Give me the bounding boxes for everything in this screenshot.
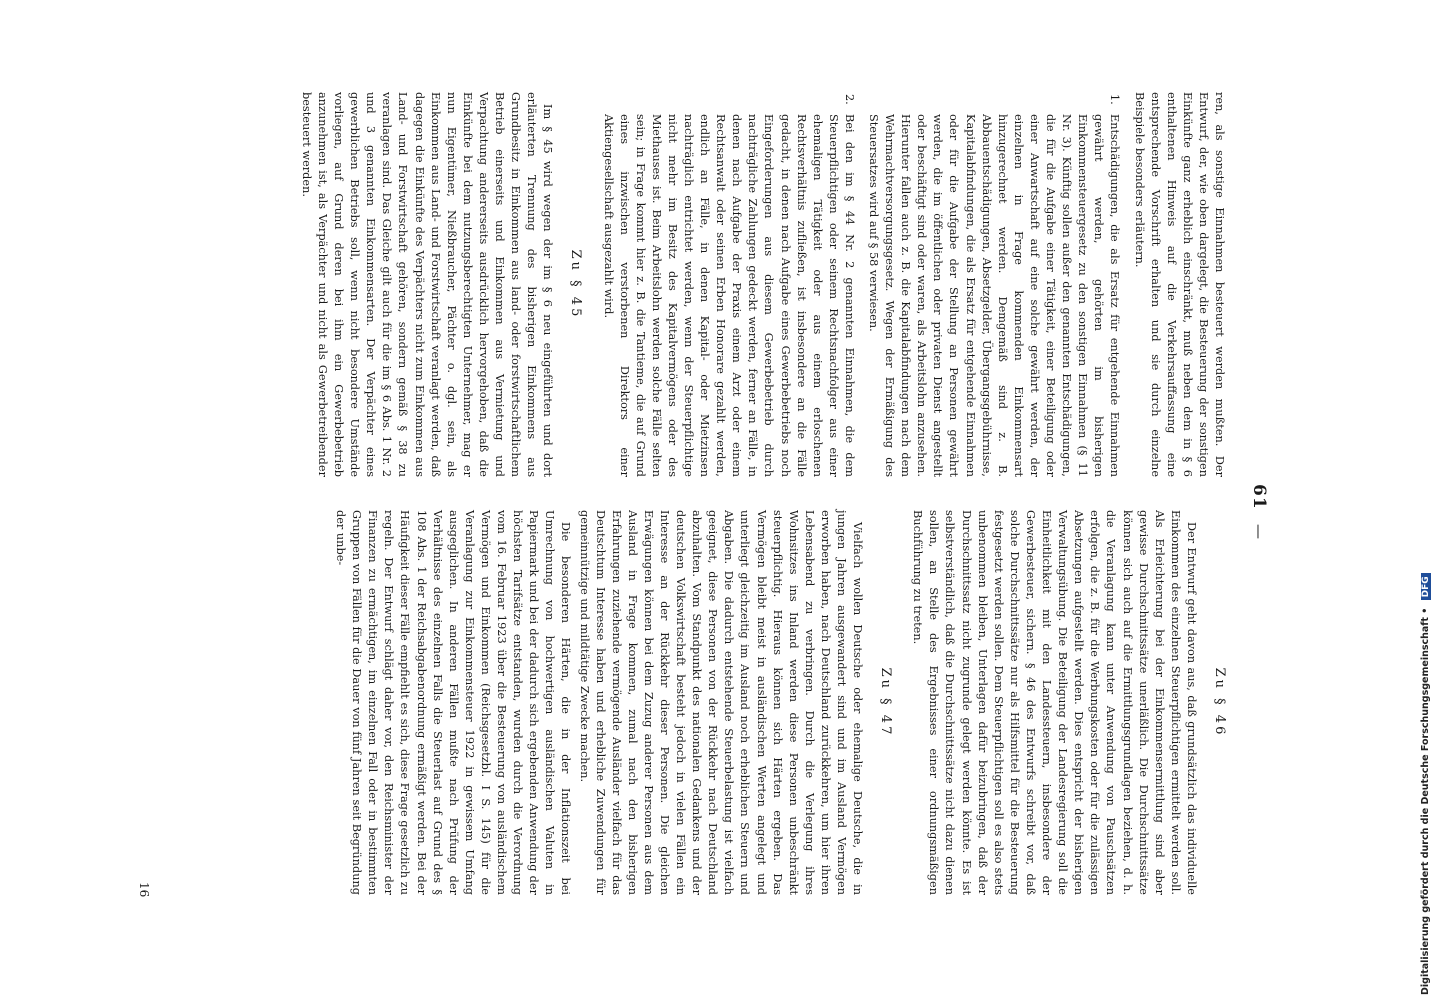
section-heading-47: Zu § 47 [878, 667, 894, 738]
list-item-text: Bei den im § 44 Nr. 2 genannten Einnahmen, die dem Steuerpflichtigen oder seinem Rechtsnachfolger aus einer ehemaligen Tätigkeit oder aus einem erloschenen Rechtsverhältnis zufließen, ist insbesondere an die Fälle gedacht, in denen nach Aufgabe eines Gewerbebetriebs noch Eingeforderungen aus diesem Gewerbebetrieb durch nachträgliche Zahlungen gedeckt werden, ferner an Fälle, in denen nach Aufgabe der Praxis einem Arzt oder einem Rechtsanwalt oder seinen Erben Honorare gezahlt werden, endlich an Fälle, in denen Kapital- oder Mietzinsen nachträglich entrichtet werden, wenn der Steuerpflichtige nicht mehr im Besitz des Kapitalvermögens oder des Miethauses ist. Beim Arbeitslohn werden solche Fälle selten sein; in Frage kommt hier z. B. die Tantieme, die auf Grund eines inzwischen verstorbenen Direktors einer Aktiengesellschaft ausgezahlt wird. [601, 114, 856, 477]
section-paragraph: Im § 45 wird wegen der im § 6 neu eingeführten und dort erläuterten Trennung des bisherigen Einkommens aus Grundbesitz in Einkommen aus land- oder forstwirtschaftlichem Betrieb einerseits und Einkommen aus Vermietung und Verpachtung andererseits ausdrücklich hervorgehoben, daß die Einkünfte bei dem nutzungsberechtigten Unternehmer, mag er nun Eigentümer, Nießbraucher, Pächter o. dgl. sein, als Einkommen aus Land- und Forstwirtschaft veranlagt werden, daß dagegen die Einkünfte des Verpächters nicht zum Einkommen aus Land- und Forstwirtschaft gehören, sondern gemäß § 38 zu veranlagen sind. Das Gleiche gilt auch für die im § 6 Abs. 1 Nr. 2 und 3 genannten Einkommensarten. Der Verpächter eines gewerblichen Betriebs soll, wenn nicht besondere Umstände vorliegen, auf Grund deren bei ihm ein Gewerbebetrieb anzunehmen ist, als Verpächter und nicht als Gewerbetreibender besteuert werden. [299, 92, 555, 477]
page-number: 61 [1249, 484, 1269, 510]
section-paragraph: Der Entwurf geht davon aus, daß grundsätzlich das individuelle Einkommen des einzelnen Steuerpflichtigen ermittelt werden soll. Als Erleichterung bei der Einkommensermittlung sind aber gewisse Durchschnittssätze unerläßlich. Die Durchschnittssätze können sich auch auf die Ermittlungsgrundlagen beziehen, d. h. die Veranlagung kann unter Anwendung von Pauschsätzen erfolgen, die z. B. für die Werbungskosten oder für die zulässigen Absetzungen aufgestellt werden. Dies entspricht der bisherigen Verwaltungsübung. Die Beteiligung der Landesregierung soll die Einheitlichkeit mit den Landessteuern, insbesondere der Gewerbesteuer, sichern. § 46 des Entwurfs schreibt vor, daß solche Durchschnittssätze nur als Hilfsmittel für die Besteuerung festgesetzt werden sollen. Dem Steuerpflichtigen soll es also stets unbenommen bleiben, Unterlagen dafür beizubringen, daß der Durchschnittssatz nicht zugrunde gelegt werden könnte. Es ist selbstverständlich, daß die Durchschnittssätze nicht dazu dienen sollen, an Stelle des Ergebnisses einer ordnungsmäßigen Buchführung zu treten. [911, 510, 1198, 895]
scanned-page [65, 92, 1267, 902]
header-dash: — [1250, 524, 1268, 539]
list-item-2 [599, 92, 857, 477]
right-column [330, 510, 1227, 895]
footer-page-number: 16 [137, 882, 151, 898]
list-item-text: Entschädigungen, die als Ersatz für entgehende Einnahmen gewährt werden, gehörten im bisherigen Einkommensteuergesetz zu den sonstigen Einnahmen (§ 11 Nr. 3). Künftig sollen außer den genannten Entschädigungen, die für die Aufgabe einer Tätigkeit, einer Beteiligung oder einer Anwartschaft auf eine solche gewährt werden, der einzelnen in Frage kommenden Einkommensart hinzugerechnet werden. Demgemäß sind z. B. Abbauentschädigungen, Absetzgelder, Übergangsgebührnisse, Kapitalabfindungen, die als Ersatz für entgehende Einnahmen oder für die Aufgabe der Stellung an Personen gewährt werden, die im öffentlichen oder privaten Dienst angestellt oder beschäftigt sind oder waren, als Arbeitslohn anzusehen. Hierunter fallen auch z. B. die Kapitalabfindungen nach dem Wehrmachtversorgungsgesetz. Wegen der Ermäßigung des Steuersatzes wird auf § 58 verwiesen. [867, 114, 1122, 477]
section-heading-46: Zu § 46 [1212, 667, 1227, 738]
left-column [296, 92, 1227, 477]
continuation-paragraph: ren, als sonstige Einnahmen besteuert werden mußten. Der Entwurf, der, wie oben dargelegt, die Besteuerung der sonstigen Einkünfte ganz erheblich einschränkt, muß neben dem in § 6 enthaltenen Hinweis auf die Verkehrsauffassung eine entsprechende Vorschrift erhalten und sie durch einzelne Beispiele besonders erläutern. [1132, 92, 1226, 477]
list-item-1 [865, 92, 1123, 477]
list-number: 2. [842, 94, 856, 105]
credit-text: Digitalisierung gefördert durch die Deutsche Forschungsgemeinschaft • [1420, 607, 1431, 995]
section-paragraph: Die besonderen Härten, die in der Inflationszeit bei Umrechnung von hochwertigen ausländischen Valuten in Papiermark und bei der dadurch sich ergebenden Anwendung der höchsten Tarifsätze entstanden, wurden durch die Verordnung vom 16. Februar 1923 über die Besteuerung von ausländischem Vermögen und Einkommen (Reichsgesetzbl. I S. 145) für die Veranlagung zur Einkommensteuer 1922 in gewissem Umfang ausgeglichen. In anderen Fällen mußte nach Prüfung der Verhältnisse des einzelnen Falls die Steuerlast auf Grund des § 108 Abs. 1 der Reichsabgabenordnung ermäßigt werden. Bei der Häufigkeit dieser Fälle empfiehlt es sich, diese Frage gesetzlich zu regeln. Der Entwurf schlägt daher vor, den Reichsminister der Finanzen zu ermächtigen, im einzelnen Fall oder in bestimmten Gruppen von Fällen für die Dauer von fünf Jahren seit Begründung der unbe- [334, 510, 573, 895]
section-heading-45: Zu § 45 [568, 249, 584, 320]
list-number: 1. [1108, 94, 1122, 105]
digitization-credit [1420, 573, 1431, 995]
section-paragraph: Vielfach wollen Deutsche oder ehemalige Deutsche, die in jungen Jahren ausgewandert sind und im Ausland Vermögen erworben haben, nach Deutschland zurückkehren, um hier ihren Lebensabend zu verbringen. Durch die Verlegung ihres Wohnsitzes ins Inland werden diese Personen unbeschränkt steuerpflichtig. Hieraus können sich Härten ergeben. Das Vermögen bleibt meist in ausländischen Werten angelegt und unterliegt gleichzeitig im Ausland noch erheblichen Steuern und Abgaben. Die dadurch entstehende Steuerbelastung ist vielfach geeignet, diese Personen von der Rückkehr nach Deutschland abzuhalten. Vom Standpunkt des nationalen Gedankens und der deutschen Volkswirtschaft besteht jedoch in vielen Fällen ein Interesse an der Rückkehr dieser Personen. Die gleichen Erwägungen können bei dem Zuzug anderer Personen aus dem Ausland in Frage kommen, zumal nach den bisherigen Erfahrungen zuziehende vermögende Ausländer vielfach für das Deutschtum Interesse haben und erhebliche Zuwendungen für gemeinnützige und mildtätige Zwecke machen. [577, 510, 865, 895]
page-header [1237, 92, 1267, 902]
dfg-logo: DFG [1421, 573, 1431, 600]
